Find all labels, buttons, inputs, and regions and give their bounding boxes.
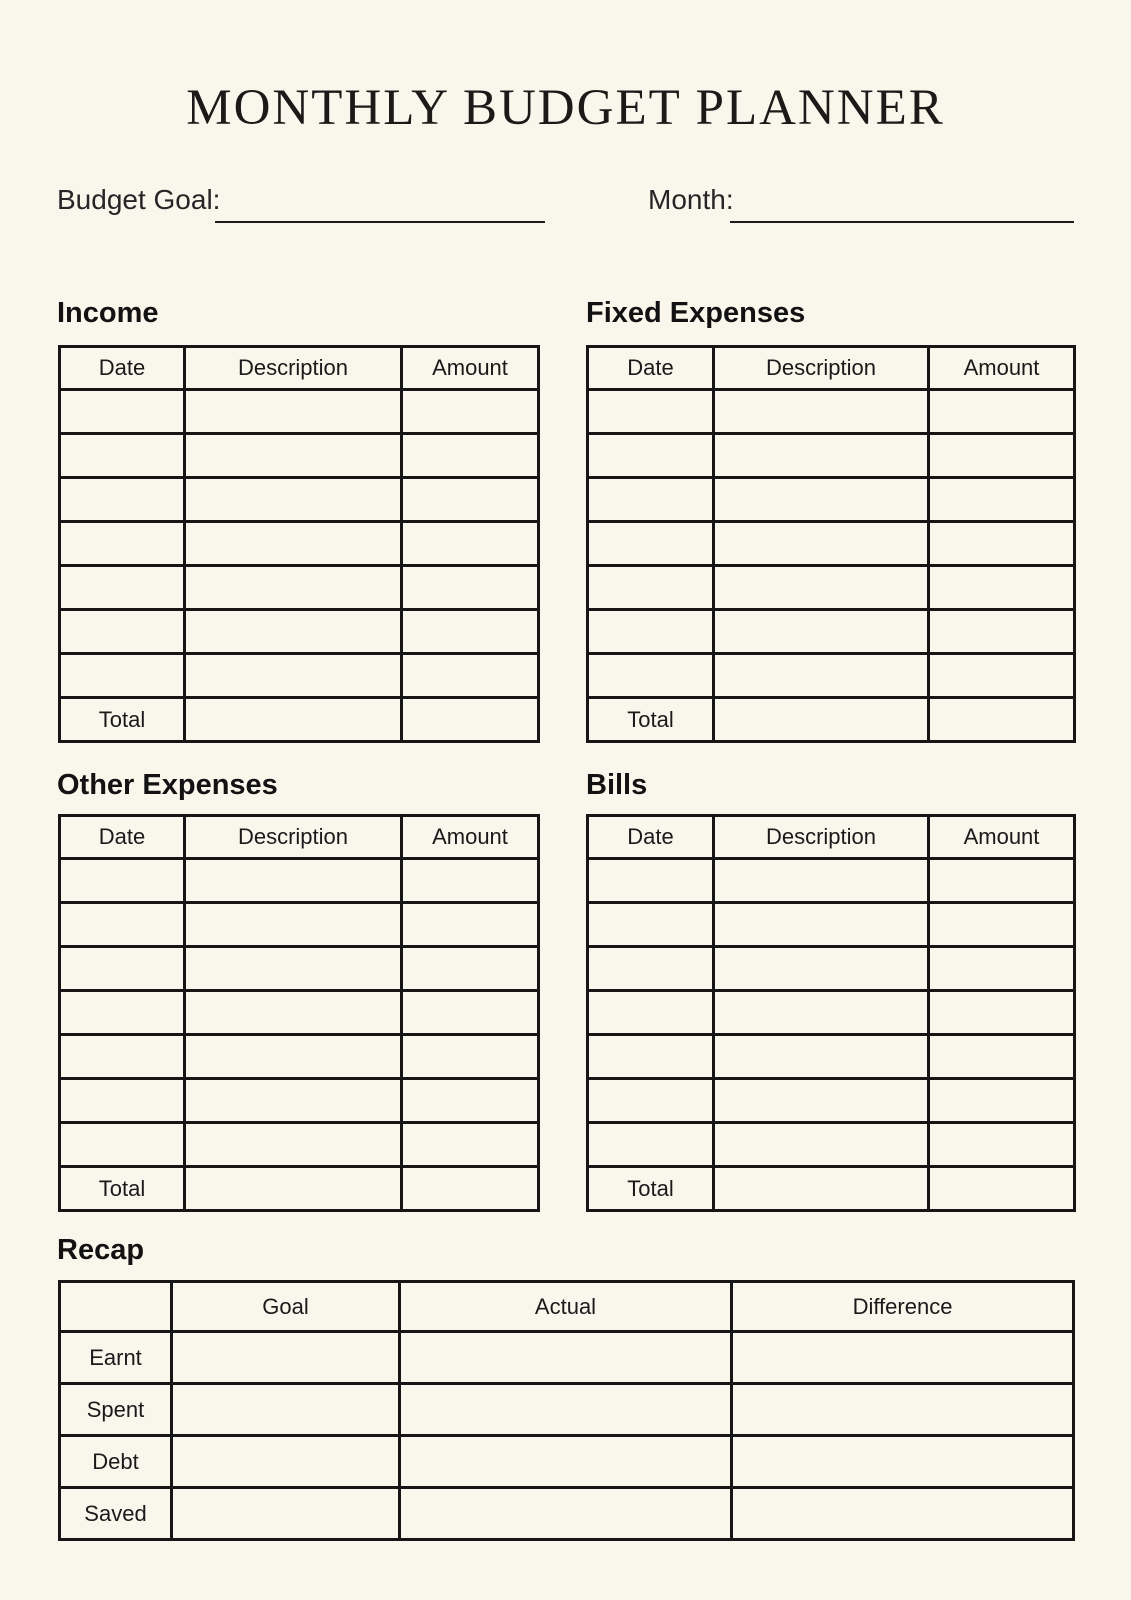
other-expenses-row [60, 1079, 539, 1123]
recap-label-debt: Debt [60, 1436, 172, 1488]
cell [929, 947, 1075, 991]
cell [60, 390, 185, 434]
cell [60, 654, 185, 698]
cell [588, 1035, 714, 1079]
other-expenses-total-row [60, 1167, 539, 1211]
cell [172, 1384, 400, 1436]
cell [60, 566, 185, 610]
income-row [60, 654, 539, 698]
other-expenses-col-date: Date [60, 816, 185, 859]
recap-table [58, 1280, 1075, 1541]
bills-total-row [588, 1167, 1075, 1211]
cell [185, 1035, 402, 1079]
bills-col-date: Date [588, 816, 714, 859]
cell [185, 434, 402, 478]
cell [185, 566, 402, 610]
cell [929, 654, 1075, 698]
income-table [58, 345, 540, 743]
cell [929, 434, 1075, 478]
cell [588, 522, 714, 566]
cell [402, 390, 539, 434]
other-expenses-header-row [60, 816, 539, 859]
other-expenses-table [58, 814, 540, 1212]
cell [929, 859, 1075, 903]
bills-total-amount [929, 1167, 1075, 1211]
cell [929, 478, 1075, 522]
recap-col-goal: Goal [172, 1282, 400, 1332]
cell [60, 478, 185, 522]
cell [714, 522, 929, 566]
cell [185, 947, 402, 991]
bills-row [588, 1035, 1075, 1079]
cell [732, 1488, 1074, 1540]
cell [714, 698, 929, 742]
cell [714, 434, 929, 478]
cell [929, 991, 1075, 1035]
cell [929, 1035, 1075, 1079]
cell [714, 654, 929, 698]
other-expenses-total-label: Total [60, 1167, 185, 1211]
cell [60, 434, 185, 478]
cell [588, 434, 714, 478]
cell [732, 1332, 1074, 1384]
cell [185, 390, 402, 434]
other-expenses-row [60, 947, 539, 991]
fixed-expenses-col-date: Date [588, 347, 714, 390]
bills-header-row [588, 816, 1075, 859]
cell [588, 947, 714, 991]
cell [60, 903, 185, 947]
other-expenses-row [60, 859, 539, 903]
fixed-expenses-row [588, 522, 1075, 566]
bills-row [588, 903, 1075, 947]
other-expenses-row [60, 903, 539, 947]
recap-row-spent [60, 1384, 1074, 1436]
income-col-date: Date [60, 347, 185, 390]
cell [60, 1035, 185, 1079]
cell [588, 1123, 714, 1167]
cell [172, 1436, 400, 1488]
cell [172, 1488, 400, 1540]
cell [185, 903, 402, 947]
cell [402, 991, 539, 1035]
cell [185, 1167, 402, 1211]
cell [402, 478, 539, 522]
recap-label-spent: Spent [60, 1384, 172, 1436]
fixed-expenses-row [588, 478, 1075, 522]
cell [402, 903, 539, 947]
cell [402, 610, 539, 654]
cell [588, 478, 714, 522]
section-title-bills: Bills [586, 769, 648, 801]
cell [185, 610, 402, 654]
fixed-expenses-table [586, 345, 1076, 743]
cell [588, 566, 714, 610]
recap-row-debt [60, 1436, 1074, 1488]
cell [714, 991, 929, 1035]
cell [400, 1384, 732, 1436]
cell [60, 522, 185, 566]
cell [185, 991, 402, 1035]
cell [588, 903, 714, 947]
cell [714, 1123, 929, 1167]
income-row [60, 390, 539, 434]
recap-row-saved [60, 1488, 1074, 1540]
cell [588, 654, 714, 698]
cell [714, 1035, 929, 1079]
cell [402, 1079, 539, 1123]
cell [402, 947, 539, 991]
bills-col-description: Description [714, 816, 929, 859]
income-header-row [60, 347, 539, 390]
section-title-recap: Recap [57, 1234, 145, 1266]
fixed-expenses-total-amount [929, 698, 1075, 742]
other-expenses-row [60, 1035, 539, 1079]
cell [714, 566, 929, 610]
income-row [60, 566, 539, 610]
other-expenses-col-amount: Amount [402, 816, 539, 859]
cell [402, 1123, 539, 1167]
fixed-expenses-row [588, 390, 1075, 434]
cell [714, 947, 929, 991]
recap-row-earnt [60, 1332, 1074, 1384]
income-row [60, 478, 539, 522]
income-total-amount [402, 698, 539, 742]
cell [402, 1035, 539, 1079]
cell [588, 390, 714, 434]
cell [402, 654, 539, 698]
bills-row [588, 947, 1075, 991]
fixed-expenses-row [588, 566, 1075, 610]
cell [929, 903, 1075, 947]
cell [402, 859, 539, 903]
cell [185, 1079, 402, 1123]
cell [400, 1488, 732, 1540]
cell [929, 522, 1075, 566]
cell [714, 478, 929, 522]
bills-total-label: Total [588, 1167, 714, 1211]
cell [714, 903, 929, 947]
cell [929, 1123, 1075, 1167]
month-label: Month: [648, 184, 734, 215]
budget-goal-label: Budget Goal: [57, 184, 221, 215]
cell [60, 859, 185, 903]
income-col-description: Description [185, 347, 402, 390]
income-row [60, 522, 539, 566]
other-expenses-row [60, 991, 539, 1035]
recap-label-earnt: Earnt [60, 1332, 172, 1384]
income-total-label: Total [60, 698, 185, 742]
fixed-expenses-col-description: Description [714, 347, 929, 390]
income-row [60, 434, 539, 478]
cell [929, 390, 1075, 434]
income-total-row [60, 698, 539, 742]
cell [714, 1079, 929, 1123]
budget-goal-line [215, 221, 545, 223]
cell [588, 859, 714, 903]
income-col-amount: Amount [402, 347, 539, 390]
fixed-expenses-row [588, 654, 1075, 698]
cell [929, 610, 1075, 654]
bills-row [588, 991, 1075, 1035]
bills-row [588, 1123, 1075, 1167]
cell [402, 566, 539, 610]
cell [588, 610, 714, 654]
fixed-expenses-row [588, 610, 1075, 654]
cell [400, 1436, 732, 1488]
section-title-other-expenses: Other Expenses [57, 769, 278, 801]
cell [402, 434, 539, 478]
cell [185, 654, 402, 698]
cell [60, 947, 185, 991]
section-title-income: Income [57, 297, 159, 329]
recap-col-difference: Difference [732, 1282, 1074, 1332]
cell [185, 478, 402, 522]
cell [929, 1079, 1075, 1123]
other-expenses-col-description: Description [185, 816, 402, 859]
cell [588, 991, 714, 1035]
page-title: MONTHLY BUDGET PLANNER [186, 80, 945, 136]
cell [185, 1123, 402, 1167]
fixed-expenses-total-label: Total [588, 698, 714, 742]
cell [929, 566, 1075, 610]
cell [60, 991, 185, 1035]
cell [185, 522, 402, 566]
recap-header-row [60, 1282, 1074, 1332]
other-expenses-total-amount [402, 1167, 539, 1211]
fixed-expenses-header-row [588, 347, 1075, 390]
bills-table [586, 814, 1076, 1212]
cell [185, 859, 402, 903]
cell [172, 1332, 400, 1384]
fixed-expenses-total-row [588, 698, 1075, 742]
cell [732, 1384, 1074, 1436]
cell [60, 1123, 185, 1167]
cell [400, 1332, 732, 1384]
cell [714, 610, 929, 654]
recap-label-saved: Saved [60, 1488, 172, 1540]
recap-corner-cell [60, 1282, 172, 1332]
cell [714, 390, 929, 434]
bills-row [588, 1079, 1075, 1123]
other-expenses-row [60, 1123, 539, 1167]
cell [60, 610, 185, 654]
cell [732, 1436, 1074, 1488]
cell [60, 1079, 185, 1123]
cell [185, 698, 402, 742]
bills-col-amount: Amount [929, 816, 1075, 859]
cell [588, 1079, 714, 1123]
cell [714, 1167, 929, 1211]
income-row [60, 610, 539, 654]
fixed-expenses-col-amount: Amount [929, 347, 1075, 390]
section-title-fixed-expenses: Fixed Expenses [586, 297, 806, 329]
bills-row [588, 859, 1075, 903]
month-line [730, 221, 1074, 223]
cell [402, 522, 539, 566]
fixed-expenses-row [588, 434, 1075, 478]
cell [714, 859, 929, 903]
recap-col-actual: Actual [400, 1282, 732, 1332]
